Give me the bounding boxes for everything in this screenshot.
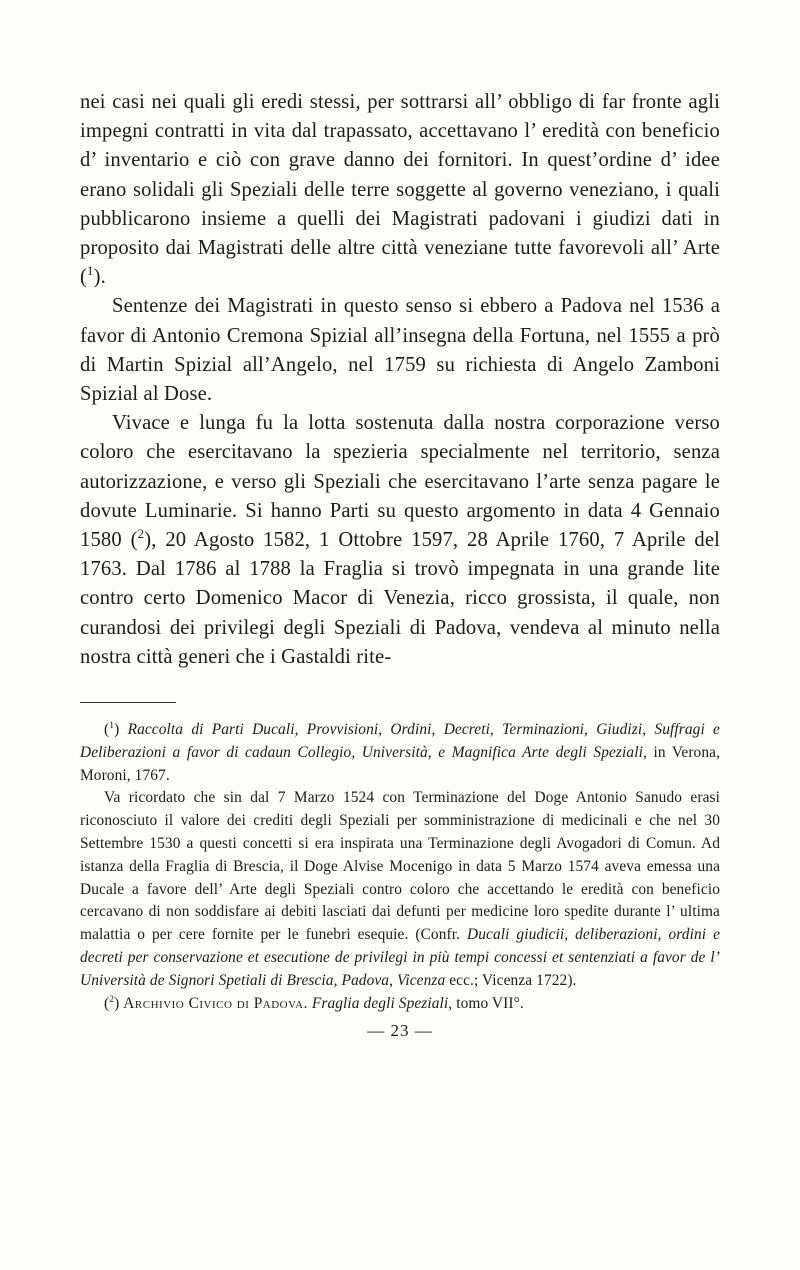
- footnote-ref-2: 2: [137, 527, 145, 542]
- footnote-2-archive: Archivio Civico di Padova.: [123, 994, 308, 1012]
- footnote-1-title: Raccolta di Parti Ducali, Provvisioni, Ordini, Decreti, Terminazioni, Giudizi, Suffragi e Deliberazioni a favor di cadaun Collegio, Università, e Magnifica Arte degli Speziali,: [80, 721, 720, 761]
- footnote-1-imprint: in Verona, Moroni, 1767.: [80, 743, 721, 784]
- footnotes: [80, 719, 720, 1015]
- paragraph-3: Vivace e lunga fu la lotta sostenuta dalla nostra corporazione verso coloro che esercitavano la spezieria specialmente nel territorio, senza autorizzazione, e verso gli Speziali che esercitavano l’arte senza pagare le dovute Luminarie. Si hanno Parti su questo argomento in data 4 Gennaio 1580 ($^2$), 20 Agosto 1582, 1 Ottobre 1597, 28 Aprile 1760, 7 Aprile del 1763. Dal 1786 al 1788 la Fraglia si trovò impegnata in una grande lite contro certo Domenico Macor di Venezia, ricco grossista, il quale, non curandosi dei privilegi degli Speziali di Padova, vendeva al minuto nella nostra città generi che i Gastaldi rite-: [80, 412, 720, 668]
- footnote-1-body: [80, 787, 720, 992]
- paragraph-2: Sentenze dei Magistrati in questo senso si ebbero a Padova nel 1536 a favor di Antonio Cremona Spizial all’insegna della Fortuna, nel 1555 a prò di Martin Spizial all’Angelo, nel 1759 su richiesta di Angelo Zamboni Spizial al Dose.: [80, 295, 720, 406]
- paragraph-1-text: nei casi nei quali gli eredi stessi, per sottrarsi all’ obbligo di far fronte agli impegni contratti in vita dal trapassato, accettavano l’ eredità con beneficio d’ inventario e ciò con grave danno dei fornitori. In quest’ordine d’ idee erano solidali gli Speziali delle terre soggette al governo veneziano, i quali pubblicarono insieme a quelli dei Magistrati padovani i giudizi dati in proposito dai Magistrati delle altre città veneziane tutte favorevoli all’ Arte: [80, 91, 720, 260]
- footnote-1-text-b: ecc.; Vicenza 1722).: [445, 971, 577, 989]
- paragraph-3-text-b: , 20 Agosto 1582, 1 Ottobre 1597, 28 Aprile 1760, 7 Aprile del 1763. Dal 1786 al 1788 la Fraglia si trovò impegnata in una grande lite contro certo Domenico Macor di Venezia, ricco grossista, il quale, non curandosi dei privilegi degli Speziali di Padova, vendeva al minuto nella nostra città generi che i Gastaldi rite-: [80, 529, 720, 668]
- footnote-ref-1: 1: [87, 264, 94, 279]
- footnote-divider: [80, 702, 176, 703]
- footnote-1-italic: Ducali giudicii, deliberazioni, ordini e decreti per conservazione et esecutione de privilegi in più tempi concessi et sentenziati a favor de l’ Università de Signori Spetiali di Brescia, Padova, Vicenza: [80, 926, 720, 989]
- main-text: [80, 88, 720, 672]
- paragraph-3-text-a: Vivace e lunga fu la lotta sostenuta dalla nostra corporazione verso coloro che esercitavano la spezieria specialmente nel territorio, senza autorizzazione, e verso gli Speziali che esercitavano l’arte senza pagare le dovute Luminarie. Si hanno Parti su questo argomento in data 4 Gennaio 1580: [80, 412, 720, 552]
- page-number: — 23 —: [367, 1021, 433, 1041]
- footnote-1: ($^1$) Raccolta di Parti Ducali, Provvisioni, Ordini, Decreti, Terminazioni, Giudizi, Suffragi e Deliberazioni a favor di cadaun Collegio, Università, e Magnifica Arte degli Speziali, in Verona, Moroni, 1767.: [80, 719, 721, 784]
- paragraph-1-end: .: [100, 266, 106, 289]
- footnote-2-text: tomo VII°.: [452, 994, 524, 1012]
- footnote-1-text-a: Va ricordato che sin dal 7 Marzo 1524 con Terminazione del Doge Antonio Sanudo erasi riconosciuto il valore dei crediti degli Speziali per somministrazione di medicinali e che nel 30 Settembre 1530 a questi concetti si era inspirata una Terminazione degli Avogadori di Comun. Ad istanza della Fraglia di Brescia, il Doge Alvise Mocenigo in data 5 Marzo 1574 aveva emessa una Ducale a favore dell’ Arte degli Speziali contro coloro che accettando le eredità con beneficio cercavano di non soddisfare ai debiti lasciati dai defunti per medicine loro spedite durante l’ ultima malattia o per cere fornite per le funebri esequie. (Confr.: [80, 789, 720, 944]
- footnote-2-italic: Fraglia degli Speziali,: [311, 994, 453, 1012]
- paragraph-1: nei casi nei quali gli eredi stessi, per sottrarsi all’ obbligo di far fronte agli impegni contratti in vita dal trapassato, accettavano l’ eredità con beneficio d’ inventario e ciò con grave danno dei fornitori. In quest’ordine d’ idee erano solidali gli Speziali delle terre soggette al governo veneziano, i quali pubblicarono insieme a quelli dei Magistrati padovani i giudizi dati in proposito dai Magistrati delle altre città veneziane tutte favorevoli all’ Arte ($^1$).: [80, 91, 720, 289]
- footnote-2: ($^2$) Archivio Civico di Padova. Fraglia degli Speziali, tomo VII°.: [104, 993, 524, 1012]
- page: [80, 88, 720, 1041]
- footnote-2-marker: 2: [109, 993, 115, 1005]
- footnote-1-marker: 1: [109, 719, 115, 731]
